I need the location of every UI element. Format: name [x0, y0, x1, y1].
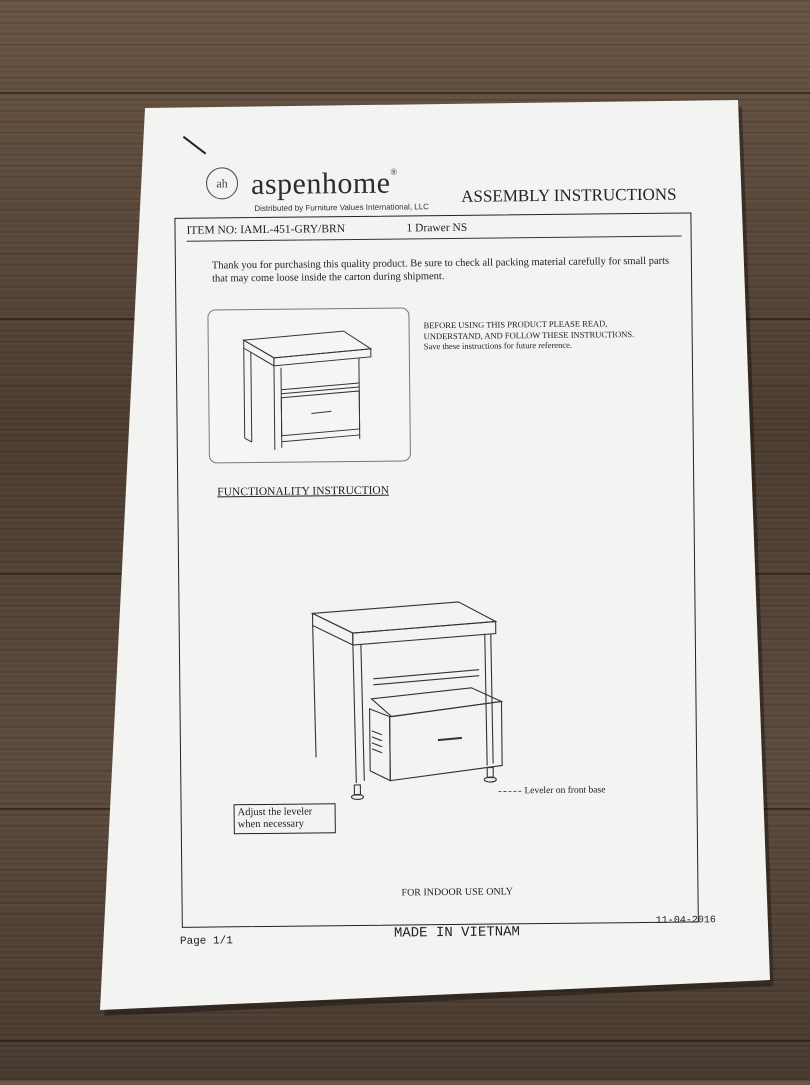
- registered-mark: ®: [390, 167, 397, 177]
- item-description: 1 Drawer NS: [406, 222, 467, 235]
- page-number: Page 1/1: [180, 935, 233, 948]
- brand-name: aspenhome: [251, 167, 391, 201]
- page-title: ASSEMBLY INSTRUCTIONS: [461, 185, 677, 207]
- pen-mark: [183, 136, 206, 154]
- nightstand-icon: [208, 308, 410, 462]
- nightstand-drawer-open-icon: [300, 579, 543, 822]
- intro-text: Thank you for purchasing this quality product. Be sure to check all packing material carefully for small parts that may come loose inside the carton during shipment.: [212, 255, 682, 286]
- notice-line: BEFORE USING THIS PRODUCT PLEASE READ,: [423, 318, 683, 331]
- callout-line: when necessary: [238, 818, 332, 831]
- print-date: 11-04-2016: [656, 915, 716, 927]
- distributor-line: Distributed by Furniture Values International, LLC: [254, 202, 429, 213]
- made-in-label: MADE IN VIETNAM: [394, 924, 520, 941]
- section-heading: FUNCTIONALITY INSTRUCTION: [217, 485, 389, 499]
- leveler-front-callout: Leveler on front base: [524, 785, 605, 796]
- assembly-diagram: [300, 579, 543, 822]
- item-number: ITEM NO: IAML-451-GRY/BRN: [186, 223, 345, 237]
- indoor-use-note: FOR INDOOR USE ONLY: [401, 886, 513, 898]
- callout-line: Adjust the leveler: [238, 806, 332, 819]
- notice-line: Save these instructions for future reference.: [424, 339, 684, 352]
- notice-text: [423, 318, 683, 352]
- adjust-leveler-callout: [234, 803, 336, 834]
- notice-line: UNDERSTAND, AND FOLLOW THESE INSTRUCTIONS.: [424, 328, 684, 341]
- brand-logo: [251, 167, 398, 203]
- logo-monogram: ah: [206, 167, 238, 199]
- product-image-box: [207, 307, 411, 463]
